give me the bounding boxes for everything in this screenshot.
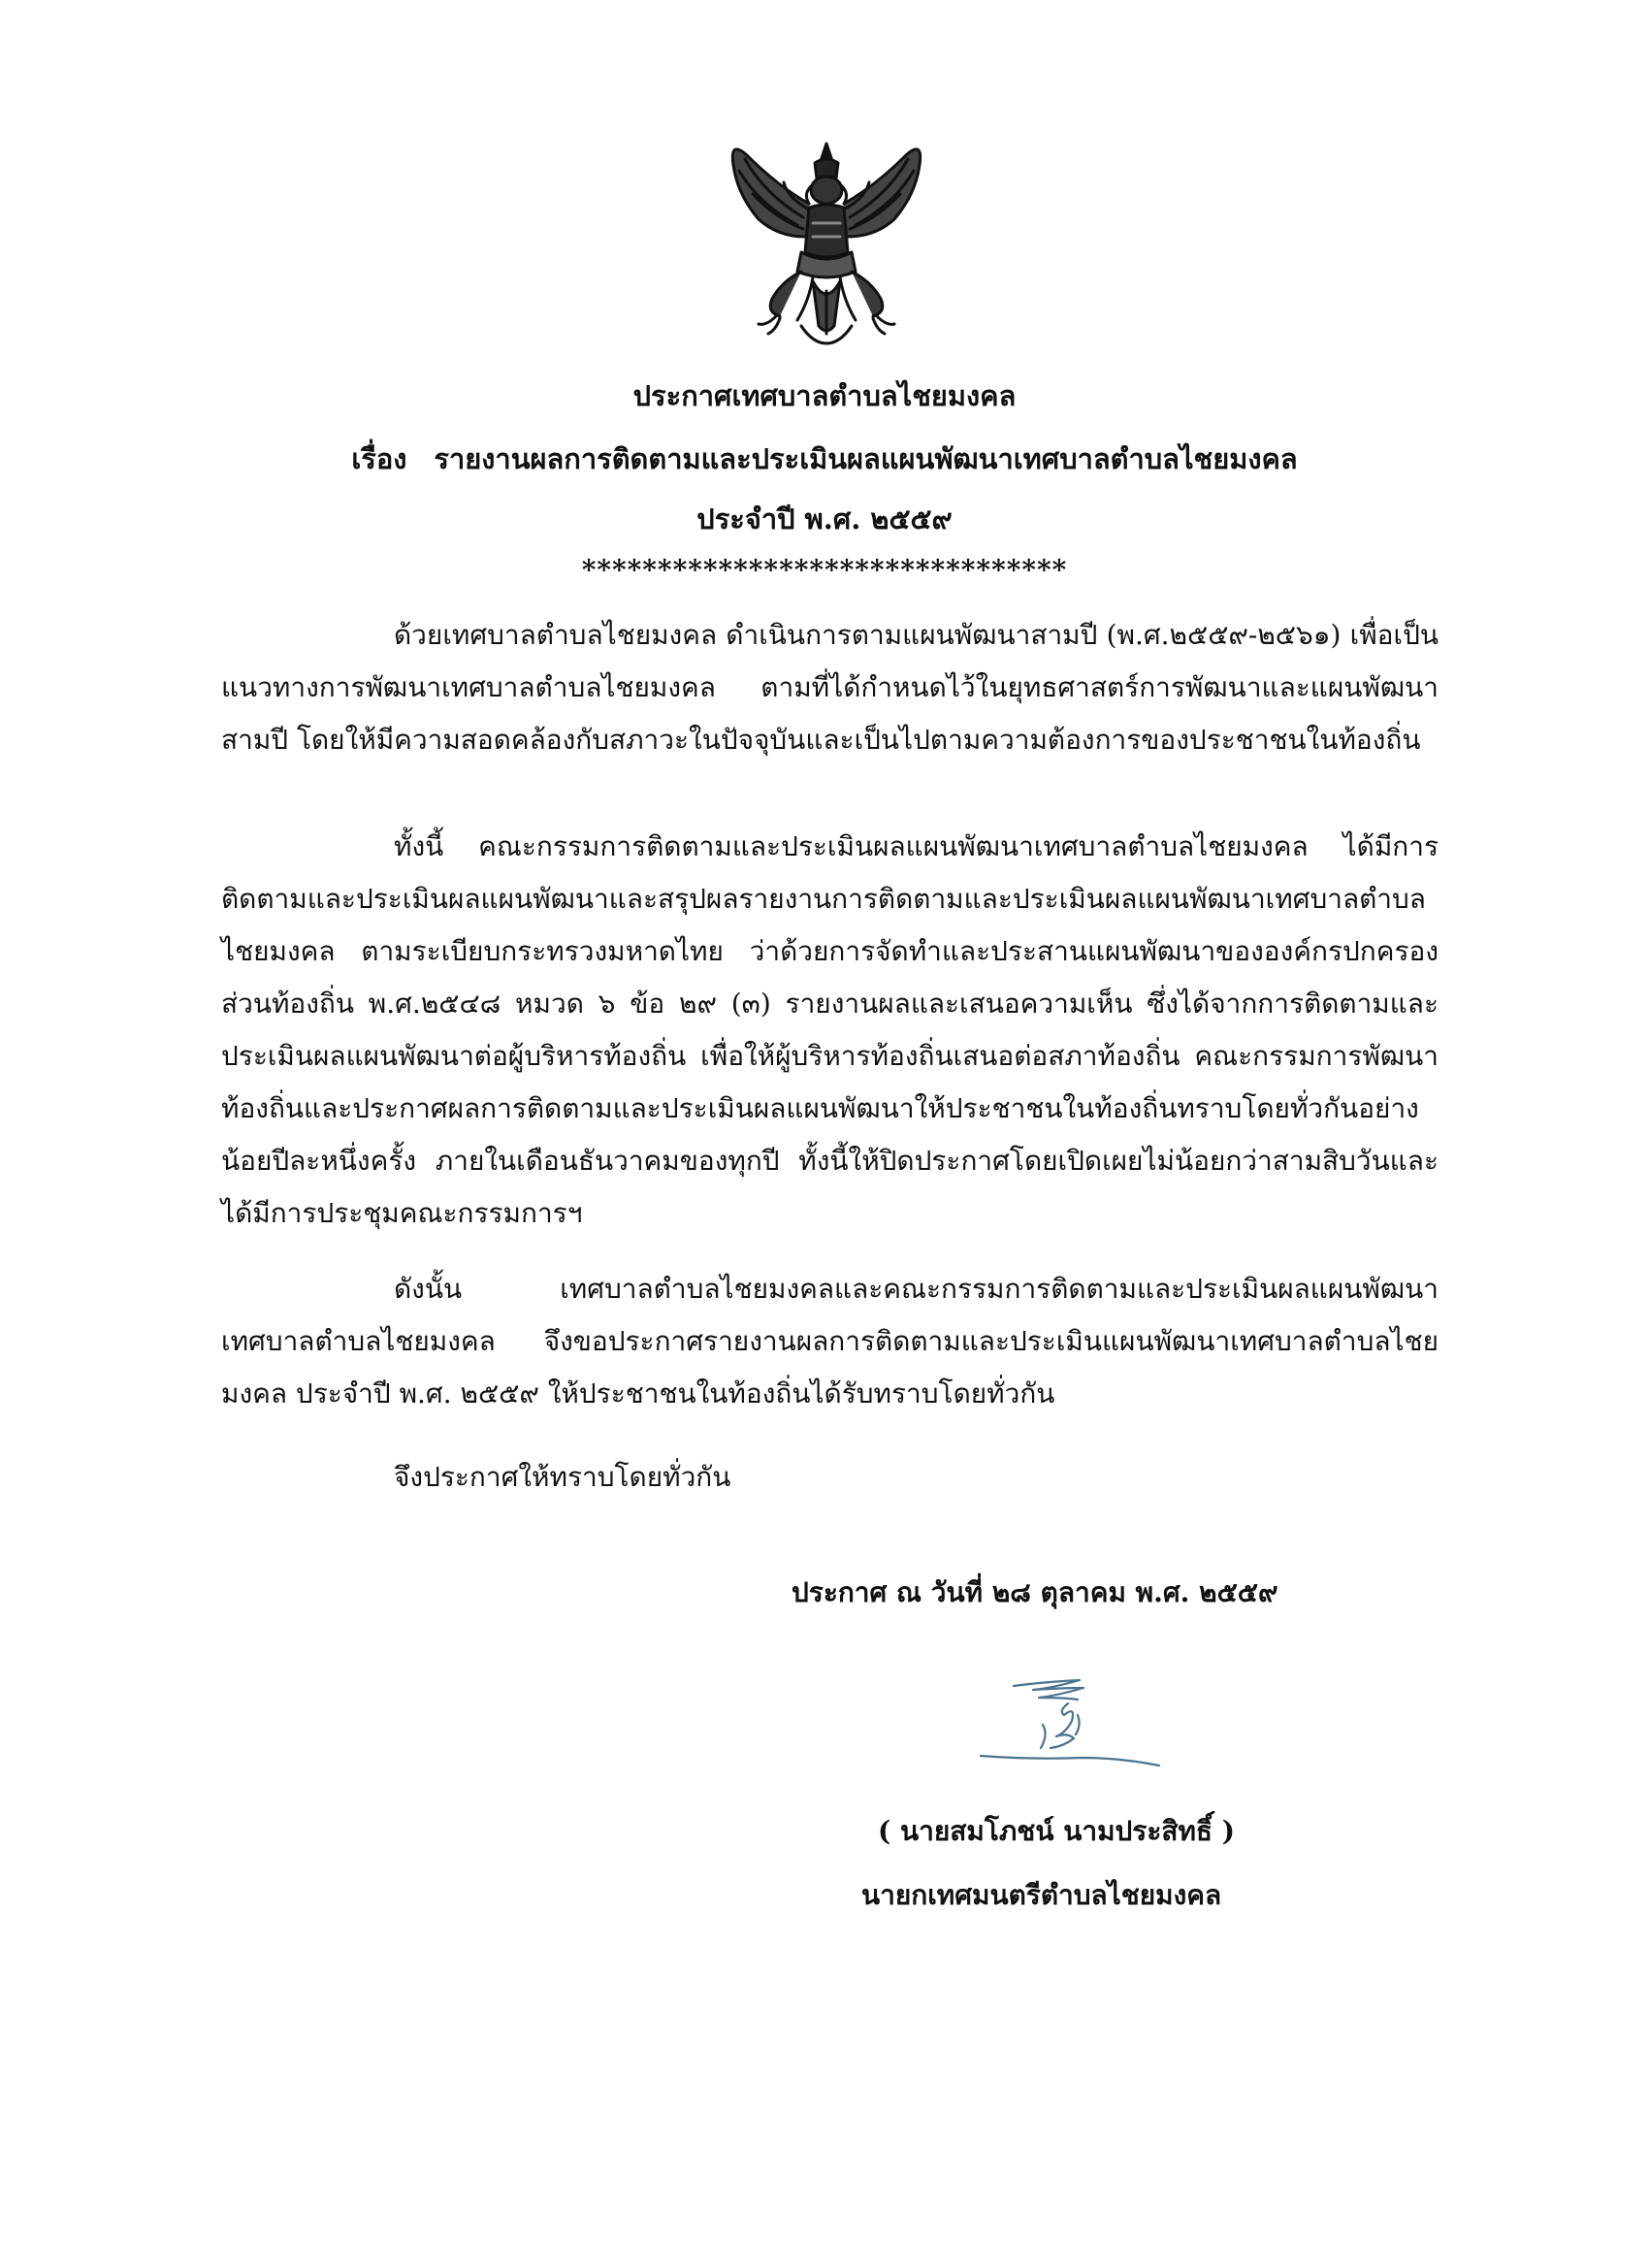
announcement-date: ประกาศ ณ วันที่ ๒๘ ตุลาคม พ.ศ. ๒๕๕๙ — [792, 1576, 1278, 1608]
paragraph-text: ทั้งนี้ คณะกรรมการติดตามและประเมินผลแผนพัฒนาเทศบาลตำบลไชยมงคล ได้มีการติดตามและประเมินผลแผนพัฒนาและสรุปผลรายงานการติดตามและประเมินผลแผนพัฒนาเทศบาลตำบลไชยมงคล ตามระเบียบกระทรวงมหาดไทย ว่าด้วยการจัดทำและประสานแผนพัฒนาขององค์กรปกครองส่วนท้องถิ่น พ.ศ.๒๕๔๘ หมวด ๖ ข้อ ๒๙ (๓) รายงานผลและเสนอความเห็น ซึ่งได้จากการติดตามและประเมินผลแผนพัฒนาต่อผู้บริหารท้องถิ่น เพื่อให้ผู้บริหารท้องถิ่นเสนอต่อสภาท้องถิ่น คณะกรรมการพัฒนาท้องถิ่นและประกาศผลการติดตามและประเมินผลแผนพัฒนาให้ประชาชนในท้องถิ่นทราบโดยทั่วกันอย่างน้อยปีละหนึ่งครั้ง ภายในเดือนธันวาคมของทุกปี ทั้งนี้ให้ปิดประกาศโดยเปิดเผยไม่น้อยกว่าสามสิบวันและได้มีการประชุมคณะกรรมการฯ — [221, 830, 1439, 1229]
paragraph-text: ดังนั้น เทศบาลตำบลไชยมงคลและคณะกรรมการติดตามและประเมินผลแผนพัฒนาเทศบาลตำบลไชยมงคล จึงขอประกาศรายงานผลการติดตามและประเมินแผนพัฒนาเทศบาลตำบลไชยมงคล ประจำปี พ.ศ. ๒๕๕๙ ให้ประชาชนในท้องถิ่นได้รับทราบโดยทั่วกัน — [221, 1273, 1439, 1409]
signer-name: ( นายสมโภชน์ นามประสิทธิ์ ) — [878, 1815, 1236, 1847]
document-year-line: ประจำปี พ.ศ. ๒๕๕๙ — [696, 502, 953, 535]
subject-text: รายงานผลการติดตามและประเมินผลแผนพัฒนาเทศบาลตำบลไชยมงคล — [434, 442, 1298, 475]
body-paragraph-3 — [221, 1263, 1439, 1420]
signature-icon — [975, 1676, 1169, 1773]
body-paragraph-1 — [221, 609, 1439, 766]
paragraph-text: ด้วยเทศบาลตำบลไชยมงคล ดำเนินการตามแผนพัฒนาสามปี (พ.ศ.๒๕๕๙-๒๕๖๑) เพื่อเป็นแนวทางการพัฒนาเทศบาลตำบลไชยมงคล ตามที่ได้กำหนดไว้ในยุทธศาสตร์การพัฒนาและแผนพัฒนาสามปี โดยให้มีความสอดคล้องกับสภาวะในปัจจุบันและเป็นไปตามความต้องการของประชาชนในท้องถิ่น — [221, 619, 1439, 756]
garuda-emblem-icon — [720, 136, 933, 351]
closing-line: จึงประกาศให้ทราบโดยทั่วกัน — [394, 1461, 731, 1493]
document-title: ประกาศเทศบาลตำบลไชยมงคล — [632, 379, 1017, 412]
document-subject — [0, 439, 1649, 478]
signer-position: นายกเทศมนตรีตำบลไชยมงคล — [861, 1879, 1222, 1911]
subject-label: เรื่อง — [351, 442, 407, 475]
body-paragraph-2 — [221, 821, 1439, 1240]
star-separator: ******************************** — [581, 554, 1068, 586]
